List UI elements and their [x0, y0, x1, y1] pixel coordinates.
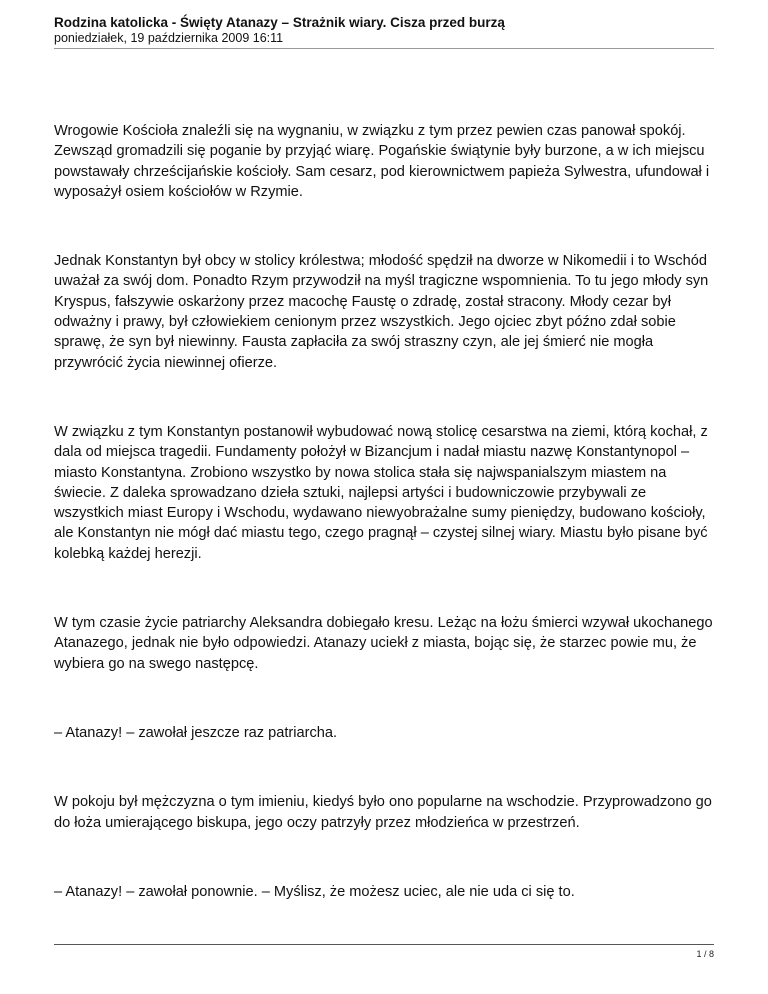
page-header: [54, 14, 714, 46]
paragraph-6: W pokoju był mężczyzna o tym imieniu, kiedyś było ono popularne na wschodzie. Przyprowadzono go do łoża umierającego biskupa, jego oczy patrzyły przez młodzieńca w przestrzeń.: [54, 794, 712, 831]
header-divider: [54, 48, 714, 49]
paragraph-2: Jednak Konstantyn był obcy w stolicy królestwa; młodość spędził na dworze w Nikomedii i to Wschód uważał za swój dom. Ponadto Rzym przywodził na myśl tragiczne wspomnienia. To tu jego młody syn Kryspus, fałszywie oskarżony przez macochę Faustę o zdradę, został stracony. Młody cezar był odważny i prawy, był człowiekiem cenionym przez wszystkich. Jego ojciec zbyt późno zdał sobie sprawę, że syn był niewinny. Fausta zapłaciła za swój straszny czyn, ale jej śmierć nie mogła przywrócić życia niewinnej ofierze.: [54, 253, 709, 371]
publication-date: poniedziałek, 19 października 2009 16:11: [54, 31, 284, 45]
paragraph-5: – Atanazy! – zawołał jeszcze raz patriarcha.: [54, 724, 338, 741]
footer-divider: [54, 944, 714, 945]
paragraph-1: Wrogowie Kościoła znaleźli się na wygnaniu, w związku z tym przez pewien czas panował spokój. Zewsząd gromadzili się poganie by przyjąć wiarę. Pogańskie świątynie były burzone, a w ich miejscu powstawały chrześcijańskie kościoły. Sam cesarz, pod kierownictwem papieża Sylwestra, ufundował i wyposażył osiem kościołów w Rzymie.: [54, 123, 710, 200]
document-title: Rodzina katolicka - Święty Atanazy – Strażnik wiary. Cisza przed burzą: [54, 15, 505, 30]
page-number: 1 / 8: [696, 949, 714, 959]
paragraph-4: W tym czasie życie patriarchy Aleksandra dobiegało kresu. Leżąc na łożu śmierci wzywał ukochanego Atanazego, jednak nie było odpowiedzi. Atanazy uciekł z miasta, bojąc się, że starzec powie mu, że wybiera go na swego następcę.: [54, 615, 713, 672]
paragraph-7: – Atanazy! – zawołał ponownie. – Myślisz, że możesz uciec, ale nie uda ci się to.: [54, 883, 575, 900]
paragraph-3: W związku z tym Konstantyn postanowił wybudować nową stolicę cesarstwa na ziemi, którą kochał, z dala od miejsca tragedii. Fundamenty położył w Bizancjum i nadał miastu nazwę Konstantynopol – miasto Konstantyna. Zrobiono wszystko by nowa stolica stała się najwspanialszym miastem na świecie. Z daleka sprowadzano dzieła sztuki, najlepsi artyści i budowniczowie przybywali ze wszystkich miast Europy i Wschodu, wydawano niewyobrażalne sumy pieniędzy, budowano kościoły, ale Konstantyn nie mógł dać miastu tego, czego pragnął – czystej silnej wiary. Miastu było pisane być kolebką każdej herezji.: [54, 423, 708, 562]
article-body: [54, 121, 714, 902]
